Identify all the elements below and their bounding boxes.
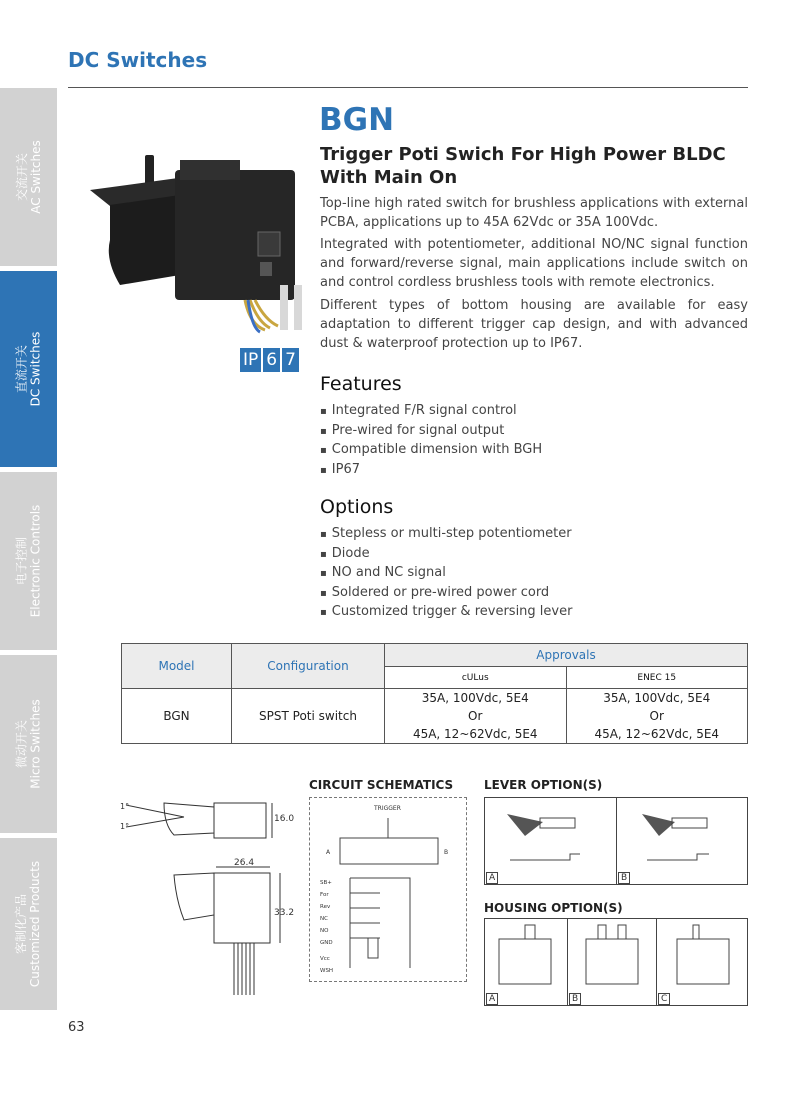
dimension-label: 26.4 [234, 858, 255, 868]
option-label: A [486, 993, 498, 1005]
pin-label: SB+ [320, 880, 332, 886]
approval-line: 45A, 12~62Vdc, 5E4 [412, 727, 538, 741]
ip-badge-part: 6 [263, 348, 280, 372]
approval-line: 45A, 12~62Vdc, 5E4 [594, 727, 720, 741]
lever-drawing [617, 798, 747, 884]
description-paragraph: Integrated with potentiometer, additional NO/NC signal function and forward/reverse signal, main applications include switch on and control cordless brushless tools with remote electronics. [320, 237, 748, 290]
table-header-approvals: Approvals [385, 644, 748, 667]
side-tab-ac-switches[interactable] [0, 88, 57, 266]
side-tab-label-cn: 客制化产品 [14, 893, 29, 955]
options-list [320, 525, 572, 623]
list-item: ▪ NO and NC signal [320, 564, 572, 584]
lever-options-title: LEVER OPTION(S) [484, 778, 603, 792]
pin-label: GND [320, 940, 333, 946]
side-tab-label-cn: 直流开关 [14, 345, 29, 394]
pin-label: Vcc [320, 956, 330, 962]
pin-label: For [320, 892, 329, 898]
list-item: ▪ Pre-wired for signal output [320, 422, 542, 442]
side-tab-label-en: AC Switches [28, 140, 43, 214]
model-title: BGN [319, 102, 395, 138]
features-list [320, 402, 542, 480]
side-tab-label-cn: 微动开关 [14, 719, 29, 769]
housing-option-b [567, 918, 657, 1006]
list-item: ▪ Integrated F/R signal control [320, 402, 542, 422]
side-tab-label-cn: 电子控制 [14, 537, 29, 586]
side-tab-label-en: DC Switches [28, 331, 43, 407]
list-item: ▪ Diode [320, 545, 572, 565]
features-heading: Features [320, 373, 402, 395]
list-item: ▪ Customized trigger & reversing lever [320, 603, 572, 623]
side-tab-label-cn: 交流开关 [14, 153, 29, 202]
circuit-schematics-title: CIRCUIT SCHEMATICS [309, 778, 454, 792]
housing-drawing [657, 919, 747, 1005]
list-item: ▪ IP67 [320, 461, 542, 481]
approvals-table [121, 643, 748, 744]
table-cell-approval-1 [385, 689, 567, 744]
circuit-schematic [310, 798, 466, 981]
side-tab-label-en: Micro Switches [28, 699, 43, 789]
approval-line: 35A, 100Vdc, 5E4 [603, 691, 711, 705]
options-heading: Options [320, 496, 394, 518]
enec-mark: ENEC 15 [566, 667, 748, 689]
lever-option-b [616, 797, 748, 885]
pin-label: NC [320, 916, 328, 922]
node-a-label: A [326, 849, 331, 856]
table-cell-model: BGN [122, 689, 232, 744]
table-header-configuration: Configuration [232, 644, 385, 689]
option-label: C [658, 993, 670, 1005]
description-paragraph: Different types of bottom housing are available for easy adaptation to different trigger cap design, and with advanced dust & waterproof protection up to IP67. [320, 298, 748, 351]
list-item: ▪ Soldered or pre-wired power cord [320, 584, 572, 604]
housing-option-a [484, 918, 568, 1006]
angle-label: 1° [120, 822, 130, 831]
option-label: B [569, 993, 581, 1005]
trigger-label: TRIGGER [374, 805, 401, 812]
dimension-drawing [114, 795, 304, 1010]
option-label: B [618, 872, 630, 884]
side-tab-label-en: Customized Products [28, 860, 43, 988]
angle-label: 1° [120, 802, 130, 811]
pin-label: NO [320, 928, 329, 934]
option-label: A [486, 872, 498, 884]
list-item: ▪ Compatible dimension with BGH [320, 441, 542, 461]
list-item: ▪ Stepless or multi-step potentiometer [320, 525, 572, 545]
approval-line: Or [468, 709, 483, 723]
side-tab-label-en: Electronic Controls [28, 504, 43, 618]
table-cell-approval-2 [566, 689, 748, 744]
ip-badge-part: IP [240, 348, 261, 372]
lever-drawing [485, 798, 616, 884]
housing-options-title: HOUSING OPTION(S) [484, 901, 623, 915]
cul-us-mark: cULus [385, 667, 567, 689]
page-number: 63 [68, 1020, 85, 1035]
page-section-title: DC Switches [68, 48, 208, 72]
dimension-label: 16.0 [274, 814, 295, 824]
approval-line: 35A, 100Vdc, 5E4 [421, 691, 529, 705]
side-tab-customized-products[interactable] [0, 838, 57, 1010]
lever-option-a [484, 797, 617, 885]
side-tab-electronic-controls[interactable] [0, 472, 57, 650]
side-tab-dc-switches[interactable] [0, 271, 57, 467]
housing-option-c [656, 918, 748, 1006]
table-cell-configuration: SPST Poti switch [232, 689, 385, 744]
product-subtitle: Trigger Poti Swich For High Power BLDC With Main On [320, 144, 726, 188]
ip-badge-part: 7 [282, 348, 299, 372]
table-header-model: Model [122, 644, 232, 689]
housing-drawing [568, 919, 656, 1005]
node-b-label: B [444, 849, 449, 856]
side-tab-micro-switches[interactable] [0, 655, 57, 833]
approval-line: Or [649, 709, 664, 723]
description-paragraph: Top-line high rated switch for brushless applications with external PCBA, applications up to 45A 62Vdc or 35A 100Vdc. [320, 196, 748, 230]
dimension-label: 33.2 [274, 908, 295, 918]
product-photo [80, 150, 310, 350]
ip-rating-badge [240, 348, 299, 372]
header-divider [68, 87, 748, 88]
pin-label: WSH [320, 968, 334, 974]
pin-label: Rev [320, 904, 331, 910]
